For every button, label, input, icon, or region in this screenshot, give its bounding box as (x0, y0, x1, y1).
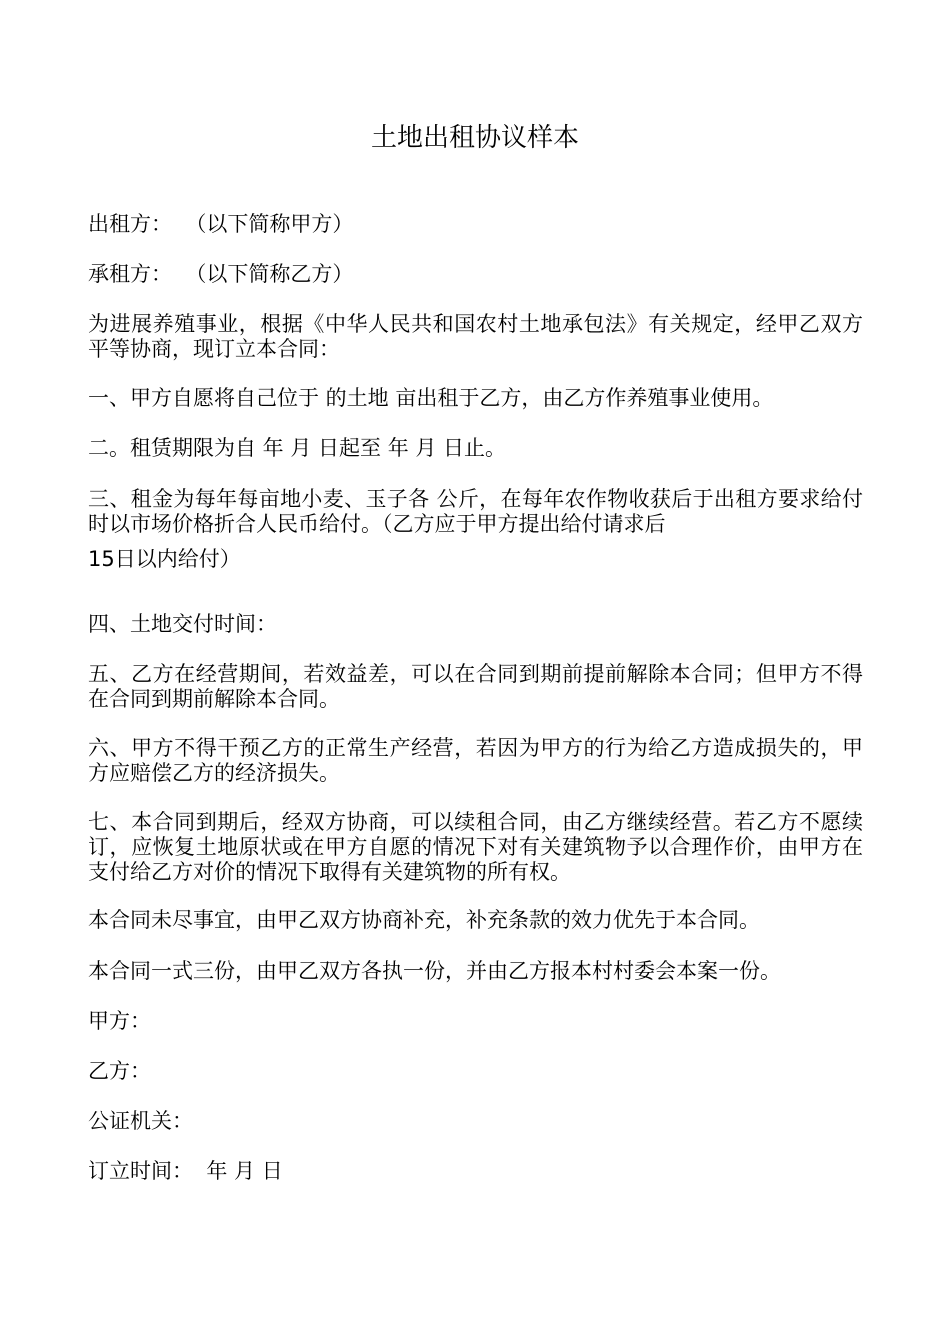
paragraph-lessor: 出租方： （以下简称甲方） (88, 212, 354, 236)
signing-date: 订立时间： 年 月 日 (88, 1159, 283, 1183)
document-title: 土地出租协议样本 (370, 123, 579, 153)
paragraph-clause-3: 三、租金为每年每亩地小麦、玉子各 公斤，在每年农作物收获后于出租方要求给付时以市场价格折合人民币给付。（乙方应于甲方提出给付请求后 (88, 487, 863, 536)
signature-notary: 公证机关： (88, 1109, 193, 1133)
paragraph-clause-3-continued: 15日以内给付） (88, 547, 241, 571)
paragraph-clause-6: 六、甲方不得干预乙方的正常生产经营，若因为甲方的行为给乙方造成损失的，甲方应赔偿乙方的经济损失。 (88, 736, 863, 785)
paragraph-lessee: 承租方： （以下简称乙方） (88, 262, 354, 286)
paragraph-clause-1: 一、甲方自愿将自己位于 的土地 亩出租于乙方，由乙方作养殖事业使用。 (88, 386, 774, 410)
paragraph-copies: 本合同一式三份，由甲乙双方各执一份，并由乙方报本村村委会本案一份。 (88, 959, 781, 983)
signature-party-a: 甲方： (88, 1009, 151, 1033)
paragraph-clause-7: 七、本合同到期后，经双方协商，可以续租合同，由乙方继续经营。若乙方不愿续订，应恢复土地原状或在甲方自愿的情况下对有关建筑物予以合理作价，由甲方在支付给乙方对价的情况下取得有关建筑物的所有权。 (88, 810, 863, 884)
paragraph-clause-4: 四、土地交付时间： (88, 612, 277, 636)
paragraph-preamble: 为进展养殖事业，根据《中华人民共和国农村土地承包法》有关规定，经甲乙双方平等协商，现订立本合同： (88, 312, 863, 361)
signature-party-b: 乙方： (88, 1059, 151, 1083)
paragraph-clause-2: 二。租赁期限为自 年 月 日起至 年 月 日止。 (88, 436, 507, 460)
paragraph-clause-5: 五、乙方在经营期间，若效益差，可以在合同到期前提前解除本合同；但甲方不得在合同到期前解除本合同。 (88, 662, 863, 711)
paragraph-supplement: 本合同未尽事宜，由甲乙双方协商补充，补充条款的效力优先于本合同。 (88, 908, 760, 932)
